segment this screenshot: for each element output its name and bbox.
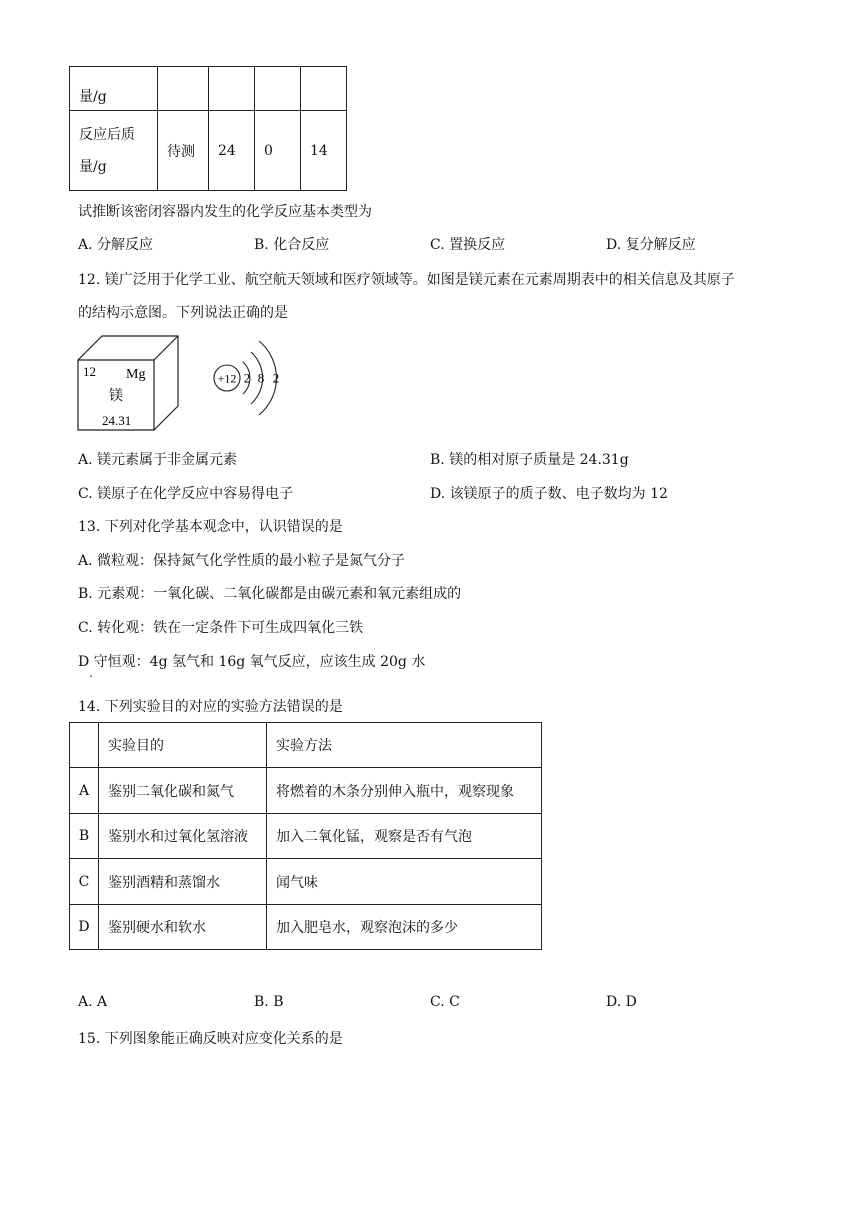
q12-option-d[interactable]: D. 该镁原子的质子数、电子数均为 12 [430,486,668,502]
q12-options-row2 [78,483,778,503]
q12-stem-line1: 12. 镁广泛用于化学工业、航空航天领域和医疗领域等。如图是镁元素在元素周期表中的相关信息及其原子 [78,272,735,288]
table-header-cell [70,723,99,768]
q11-row2-label-line2: 量/g [79,158,107,175]
table-header-cell: 实验目的 [99,723,267,768]
atomic-mass: 24.31 [102,413,132,428]
row-purpose: 鉴别酒精和蒸馏水 [99,859,267,905]
stray-dot: . [89,666,93,680]
row-label: B [70,814,99,859]
shell-3-electrons: 2 [272,370,280,386]
q14-option-a[interactable]: A. A [78,994,108,1010]
shell-1-electrons: 2 [243,370,251,386]
table-header-cell: 实验方法 [267,723,542,768]
q14-experiment-table [69,722,542,950]
q12-option-a[interactable]: A. 镁元素属于非金属元素 [78,452,238,468]
q13-option-b[interactable]: B. 元素观：一氧化碳、二氧化碳都是由碳元素和氧元素组成的 [78,586,462,602]
table-row [70,814,542,859]
q14-option-d[interactable]: D. D [606,994,637,1010]
q11-option-d[interactable]: D. 复分解反应 [606,237,696,253]
table-row [70,768,542,814]
q12-option-c[interactable]: C. 镁原子在化学反应中容易得电子 [78,486,294,502]
q11-row1-label: 量/g [70,67,158,111]
q14-option-b[interactable]: B. B [254,994,284,1010]
q11-value-cell: 0 [255,111,301,191]
q11-value-cell: 14 [301,111,347,191]
q11-cell [301,67,347,111]
row-label: D [70,905,99,950]
row-label: C [70,859,99,905]
q14-option-c[interactable]: C. C [430,994,460,1010]
q11-cell [255,67,301,111]
element-card [76,334,186,434]
q11-mass-table [69,66,347,191]
q11-option-c[interactable]: C. 置换反应 [430,237,506,253]
q11-value-cell: 待测 [158,111,209,191]
q11-row2-label-line1: 反应后质 [79,126,135,143]
q11-option-b[interactable]: B. 化合反应 [254,237,330,253]
row-method: 将燃着的木条分别伸入瓶中，观察现象 [267,768,542,814]
q11-options [78,234,778,254]
nucleus-charge: +12 [217,371,237,386]
table-header-row [70,723,542,768]
q13-stem: 13. 下列对化学基本观念中，认识错误的是 [78,519,343,535]
q13-option-c[interactable]: C. 转化观：铁在一定条件下可生成四氧化三铁 [78,620,364,636]
q12-stem-line2: 的结构示意图。下列说法正确的是 [78,305,288,321]
row-method: 闻气味 [267,859,542,905]
shell-2-electrons: 8 [257,370,265,386]
atomic-number: 12 [83,364,96,379]
element-name: 镁 [109,389,123,404]
row-method: 加入肥皂水，观察泡沫的多少 [267,905,542,950]
q11-option-a[interactable]: A. 分解反应 [78,237,154,253]
atom-structure-diagram [205,332,295,422]
q11-cell [209,67,255,111]
q12-option-b[interactable]: B. 镁的相对原子质量是 24.31g [430,452,629,468]
q12-options-row1 [78,449,778,469]
q15-stem: 15. 下列图象能正确反映对应变化关系的是 [78,1031,343,1047]
q11-row2-label [70,111,158,191]
q14-stem: 14. 下列实验目的对应的实验方法错误的是 [78,699,343,715]
row-purpose: 鉴别二氧化碳和氮气 [99,768,267,814]
row-purpose: 鉴别硬水和软水 [99,905,267,950]
row-label: A [70,768,99,814]
element-symbol: Mg [126,367,146,382]
row-purpose: 鉴别水和过氧化氢溶液 [99,814,267,859]
table-row [70,905,542,950]
q11-cell [158,67,209,111]
row-method: 加入二氧化锰，观察是否有气泡 [267,814,542,859]
q13-option-d[interactable]: D 守恒观：4g 氢气和 16g 氧气反应，应该生成 20g 水 [78,654,426,670]
q11-value-cell: 24 [209,111,255,191]
q14-options [78,994,778,1014]
table-row [70,859,542,905]
q11-prompt: 试推断该密闭容器内发生的化学反应基本类型为 [78,204,372,220]
q13-option-a[interactable]: A. 微粒观：保持氮气化学性质的最小粒子是氮气分子 [78,553,406,569]
